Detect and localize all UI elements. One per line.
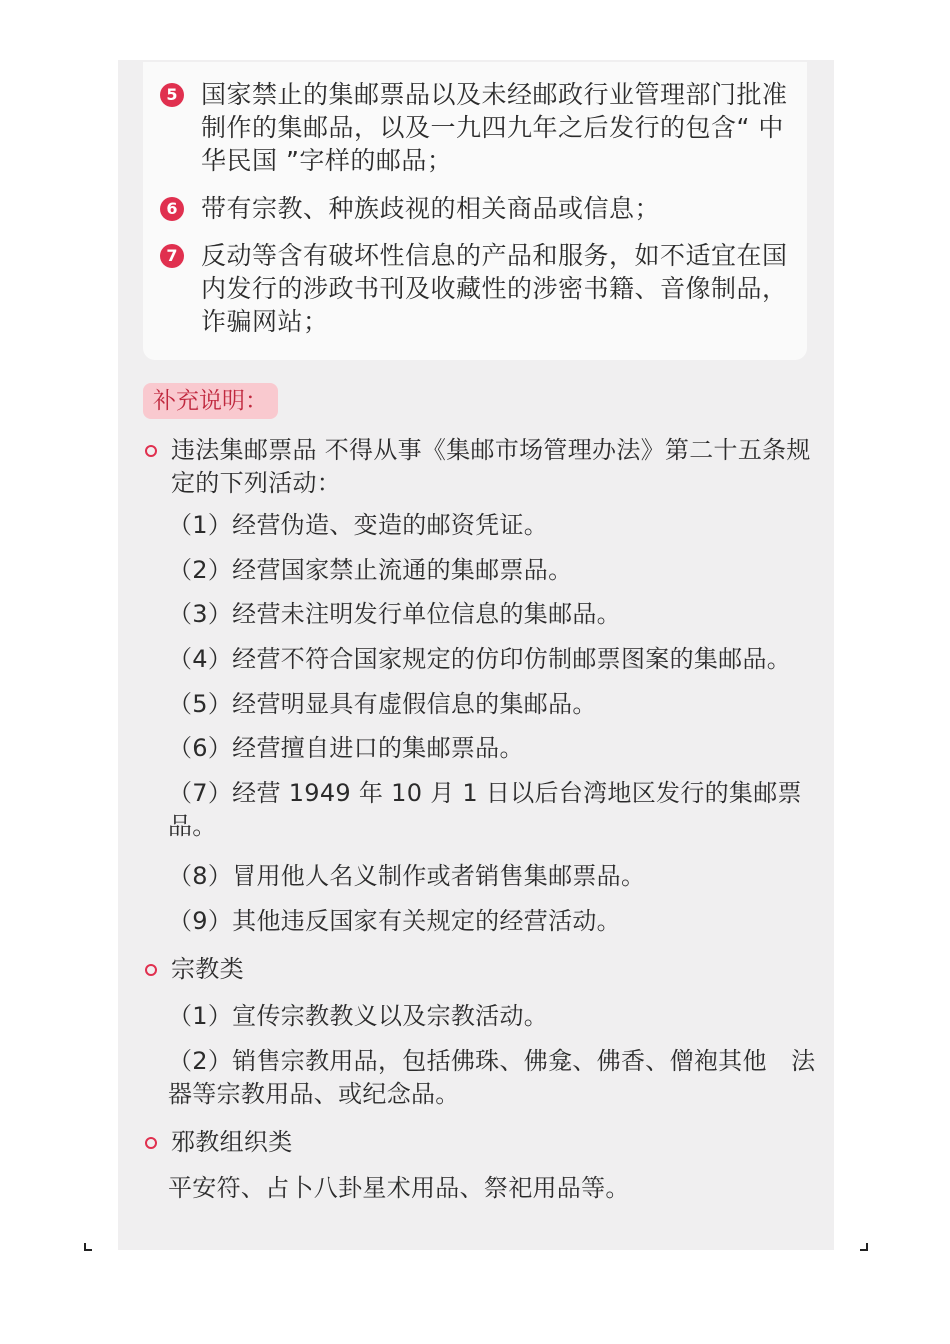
list-item: （3）经营未注明发行单位信息的集邮品。 xyxy=(168,600,621,628)
numbered-item-text: 国家禁止的集邮票品以及未经邮政行业管理部门批准制作的集邮品，以及一九四九年之后发行的包含“ 中华民国 ”字样的邮品； xyxy=(201,80,788,175)
numbered-item-text: 反动等含有破坏性信息的产品和服务，如不适宜在国内发行的涉政书刊及收藏性的涉密书籍、音像制品，诈骗网站； xyxy=(201,241,788,336)
crop-mark xyxy=(860,1243,868,1251)
numbered-item-text: 带有宗教、种族歧视的相关商品或信息； xyxy=(201,194,661,223)
list-item: （7）经营 1949 年 10 月 1 日以后台湾地区发行的集邮票品。 xyxy=(168,779,802,840)
list-item: （2）销售宗教用品，包括佛珠、佛龛、佛香、僧袍其他 法器等宗教用品、或纪念品。 xyxy=(168,1047,816,1108)
list-item: （1）经营伪造、变造的邮资凭证。 xyxy=(168,511,549,539)
list-item: （6）经营擅自进口的集邮票品。 xyxy=(168,734,524,762)
crop-mark xyxy=(84,1243,92,1251)
list-item: （1）宣传宗教教义以及宗教活动。 xyxy=(168,1002,549,1030)
section-heading-text: 邪教组织类 xyxy=(171,1128,293,1156)
list-item: （4）经营不符合国家规定的仿印仿制邮票图案的集邮品。 xyxy=(168,645,792,673)
list-item: 平安符、占卜八卦星术用品、祭祀用品等。 xyxy=(168,1174,630,1202)
section-heading-text: 违法集邮票品 不得从事《集邮市场管理办法》第二十五条规定的下列活动： xyxy=(171,436,811,497)
list-item: （2）经营国家禁止流通的集邮票品。 xyxy=(168,556,573,584)
list-item: （8）冒用他人名义制作或者销售集邮票品。 xyxy=(168,862,646,890)
bullet-ring-icon xyxy=(145,445,157,457)
number-badge-7: 7 xyxy=(160,244,184,268)
bullet-ring-icon xyxy=(145,964,157,976)
bullet-ring-icon xyxy=(145,1137,157,1149)
list-item: （5）经营明显具有虚假信息的集邮品。 xyxy=(168,690,597,718)
section-heading-text: 宗教类 xyxy=(171,955,244,983)
list-item: （9）其他违反国家有关规定的经营活动。 xyxy=(168,907,621,935)
supplement-tag: 补充说明： xyxy=(143,383,278,419)
number-badge-6: 6 xyxy=(160,197,184,221)
number-badge-5: 5 xyxy=(160,83,184,107)
